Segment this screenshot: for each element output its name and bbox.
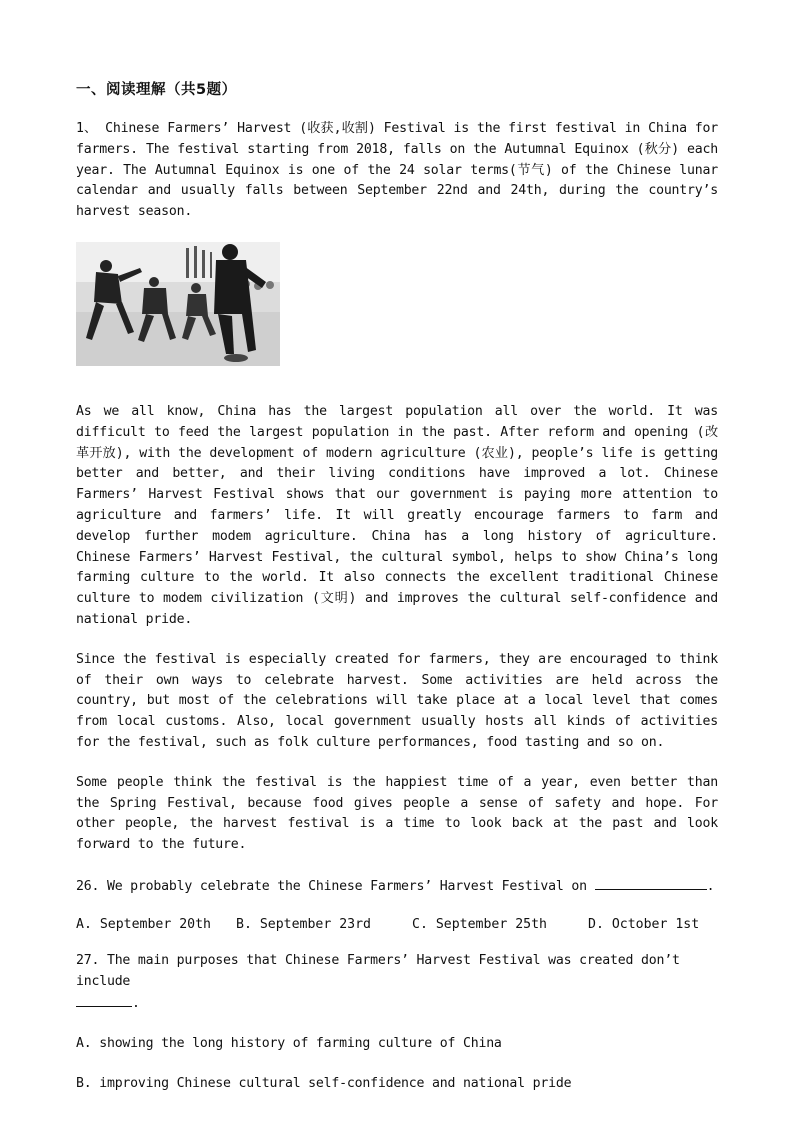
question-27-option-a: A. showing the long history of farming culture of China <box>76 1036 502 1052</box>
answer-blank[interactable] <box>76 992 132 1007</box>
question-27 <box>76 951 718 1015</box>
question-26-end: . <box>706 878 715 894</box>
question-27-option-b: B. improving Chinese cultural self-confidence and national pride <box>76 1075 572 1091</box>
section-title: 一、阅读理解（共5题） <box>76 82 237 98</box>
document-page <box>76 78 718 1114</box>
question-26-options <box>76 917 718 932</box>
passage-paragraph-3: Since the festival is especially created for farmers, they are encouraged to think of their own ways to celebrate harvest. Some activities are held across the country, but most of the celebrations will take place at a local level that comes from local customs. Also, local government usually hosts all kinds of activities for the festival, such as folk culture performances, food tasting and so on. <box>76 651 718 750</box>
option-a: A. September 20th <box>76 916 211 932</box>
option-d: D. October 1st <box>588 916 700 932</box>
passage-paragraph-1: 1、 Chinese Farmers’ Harvest (收获,收割) Festival is the first festival in China for farmers. The festival starting from 2018, falls on the Autumnal Equinox (秋分) each year. The Autumnal Equinox is one of the 24 solar terms(节气) of the Chinese lunar calendar and usually falls between September 22nd and 24th, during the country’s harvest season. <box>76 121 718 220</box>
question-26-stem: 26. We probably celebrate the Chinese Farmers’ Harvest Festival on <box>76 878 587 894</box>
dancers-illustration <box>76 242 280 366</box>
question-27-end: . <box>132 996 140 1012</box>
passage-paragraph-2: As we all know, China has the largest population all over the world. It was difficult to feed the largest population in the past. After reform and opening (改革开放), with the development of modern agriculture (农业), people’s life is getting better and better, and their living conditions have improved a lot. Chinese Farmers’ Harvest Festival shows that our government is paying more attention to agriculture and farmers’ life. It will greatly encourage farmers to farm and develop further modem agriculture. China has a long history of agriculture. Chinese Farmers’ Harvest Festival, the cultural symbol, helps to show China’s long farming culture to the world. It also connects the excellent traditional Chinese culture to modem civilization (文明) and improves the cultural self-confidence and national pride. <box>76 403 718 627</box>
passage-paragraph-4: Some people think the festival is the happiest time of a year, even better than the Spring Festival, because food gives people a sense of safety and hope. For other people, the harvest festival is a time to look back at the past and look forward to the future. <box>76 774 718 853</box>
question-27-stem: 27. The main purposes that Chinese Farmers’ Harvest Festival was created don’t include <box>76 952 680 989</box>
question-26 <box>76 875 718 898</box>
option-b: B. September 23rd <box>236 916 371 932</box>
answer-blank[interactable] <box>595 875 707 890</box>
option-c: C. September 25th <box>412 916 547 932</box>
festival-photo <box>76 242 280 366</box>
